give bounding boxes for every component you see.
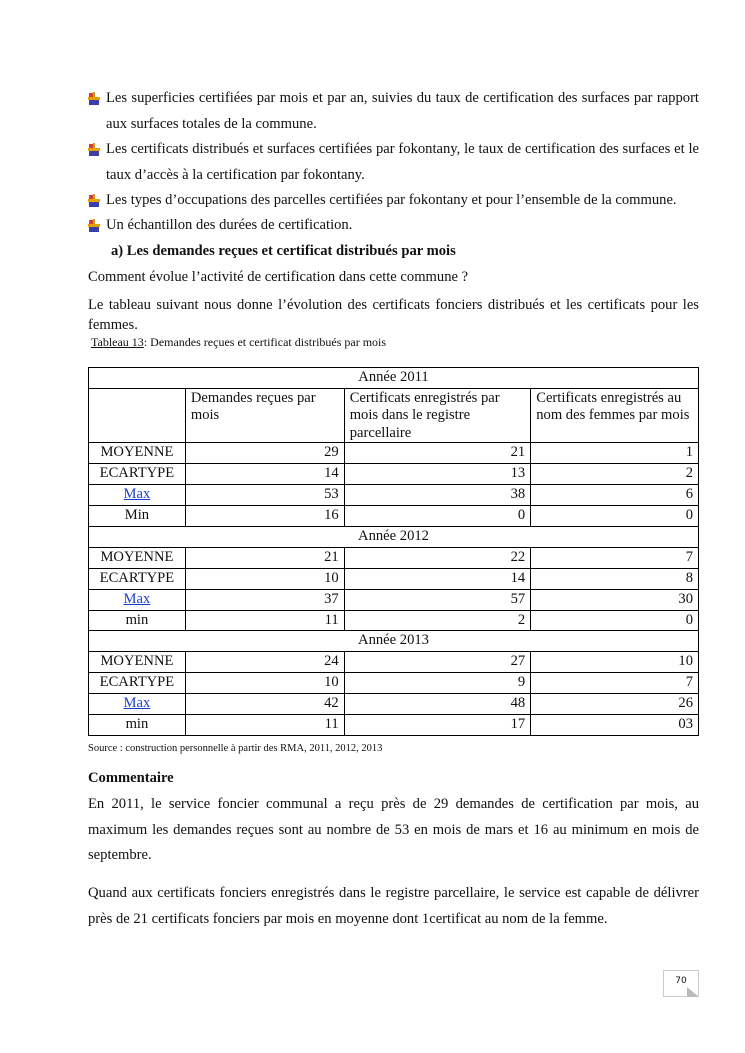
row-label bbox=[89, 589, 186, 610]
value-cell: 10 bbox=[185, 673, 344, 694]
max-link[interactable]: Max bbox=[123, 590, 151, 607]
value-cell: 10 bbox=[531, 652, 699, 673]
page-curl-icon bbox=[687, 987, 699, 997]
value-cell: 24 bbox=[185, 652, 344, 673]
max-link[interactable]: Max bbox=[123, 486, 151, 503]
table-row bbox=[89, 673, 699, 694]
value-cell: 26 bbox=[531, 694, 699, 715]
value-cell: 29 bbox=[185, 443, 344, 464]
table-row bbox=[89, 485, 699, 506]
column-header: Certificats enregistrés par mois dans le registre parcellaire bbox=[344, 388, 531, 443]
bullet-item: Les types d’occupations des parcelles certifiées par fokontany et pour l’ensemble de la commune. bbox=[88, 188, 699, 214]
table-row bbox=[89, 652, 699, 673]
value-cell: 48 bbox=[344, 694, 531, 715]
value-cell: 10 bbox=[185, 568, 344, 589]
value-cell: 03 bbox=[531, 714, 699, 735]
section-heading: a) Les demandes reçues et certificat distribués par mois bbox=[111, 243, 456, 259]
intro-text: Le tableau suivant nous donne l’évolution des certificats fonciers distribués et les certificats pour les femmes. bbox=[88, 297, 699, 333]
value-cell: 6 bbox=[531, 485, 699, 506]
table-row bbox=[89, 568, 699, 589]
header-row bbox=[89, 388, 699, 443]
row-label: Min bbox=[89, 506, 186, 527]
year-row bbox=[89, 368, 699, 389]
paragraph: Quand aux certificats fonciers enregistrés dans le registre parcellaire, le service est capable de délivrer près de 21 certificats fonciers par mois en moyenne dont 1certificat au nom de la femme. bbox=[88, 885, 699, 927]
value-cell: 7 bbox=[531, 547, 699, 568]
data-table bbox=[88, 367, 699, 736]
table-row bbox=[89, 443, 699, 464]
comment-title: Commentaire bbox=[88, 770, 174, 786]
table-row bbox=[89, 547, 699, 568]
bullet-item: Un échantillon des durées de certification. bbox=[88, 213, 699, 239]
value-cell: 22 bbox=[344, 547, 531, 568]
row-label: ECARTYPE bbox=[89, 673, 186, 694]
bullet-icon bbox=[88, 194, 101, 207]
table-row bbox=[89, 506, 699, 527]
bullet-icon bbox=[88, 219, 101, 232]
row-label bbox=[89, 694, 186, 715]
column-header: Certificats enregistrés au nom des femmes par mois bbox=[531, 388, 699, 443]
value-cell: 21 bbox=[344, 443, 531, 464]
row-label bbox=[89, 485, 186, 506]
max-link[interactable]: Max bbox=[123, 695, 151, 712]
value-cell: 0 bbox=[344, 506, 531, 527]
value-cell: 13 bbox=[344, 464, 531, 485]
value-cell: 14 bbox=[185, 464, 344, 485]
row-label: ECARTYPE bbox=[89, 464, 186, 485]
row-label: ECARTYPE bbox=[89, 568, 186, 589]
bullet-item: Les certificats distribués et surfaces certifiées par fokontany, le taux de certification des surfaces et le taux d’accès à la certification par fokontany. bbox=[88, 137, 699, 188]
value-cell: 8 bbox=[531, 568, 699, 589]
value-cell: 0 bbox=[531, 610, 699, 631]
year-title: Année 2013 bbox=[89, 631, 699, 652]
bullet-item: Les superficies certifiées par mois et par an, suivies du taux de certification des surfaces par rapport aux surfaces totales de la commune. bbox=[88, 86, 699, 137]
value-cell: 9 bbox=[344, 673, 531, 694]
year-title: Année 2011 bbox=[89, 368, 699, 389]
table-row bbox=[89, 589, 699, 610]
page-number: 70 bbox=[663, 970, 699, 997]
value-cell: 17 bbox=[344, 714, 531, 735]
value-cell: 1 bbox=[531, 443, 699, 464]
bullet-icon bbox=[88, 92, 101, 105]
value-cell: 2 bbox=[344, 610, 531, 631]
row-label: min bbox=[89, 714, 186, 735]
value-cell: 0 bbox=[531, 506, 699, 527]
column-header: Demandes reçues par mois bbox=[185, 388, 344, 443]
value-cell: 7 bbox=[531, 673, 699, 694]
table-row bbox=[89, 714, 699, 735]
value-cell: 53 bbox=[185, 485, 344, 506]
bullet-icon bbox=[88, 143, 101, 156]
value-cell: 30 bbox=[531, 589, 699, 610]
value-cell: 14 bbox=[344, 568, 531, 589]
row-label: MOYENNE bbox=[89, 547, 186, 568]
value-cell: 2 bbox=[531, 464, 699, 485]
table-source: Source : construction personnelle à partir des RMA, 2011, 2012, 2013 bbox=[88, 743, 383, 754]
year-title: Année 2012 bbox=[89, 526, 699, 547]
question-text: Comment évolue l’activité de certification dans cette commune ? bbox=[88, 269, 469, 285]
row-label: MOYENNE bbox=[89, 443, 186, 464]
year-row bbox=[89, 526, 699, 547]
table-caption: Tableau 13: Demandes reçues et certificat distribués par mois bbox=[91, 335, 387, 349]
table-row bbox=[89, 610, 699, 631]
value-cell: 27 bbox=[344, 652, 531, 673]
value-cell: 11 bbox=[185, 610, 344, 631]
row-label: MOYENNE bbox=[89, 652, 186, 673]
value-cell: 37 bbox=[185, 589, 344, 610]
paragraph: En 2011, le service foncier communal a reçu près de 29 demandes de certification par mois, au maximum les demandes reçues sont au nombre de 53 en mois de mars et 16 au minimum en mois de septembre. bbox=[88, 796, 699, 863]
value-cell: 38 bbox=[344, 485, 531, 506]
value-cell: 16 bbox=[185, 506, 344, 527]
value-cell: 57 bbox=[344, 589, 531, 610]
value-cell: 11 bbox=[185, 714, 344, 735]
value-cell: 42 bbox=[185, 694, 344, 715]
year-row bbox=[89, 631, 699, 652]
table-row bbox=[89, 464, 699, 485]
empty-header-cell bbox=[89, 388, 186, 443]
table-row bbox=[89, 694, 699, 715]
value-cell: 21 bbox=[185, 547, 344, 568]
row-label: min bbox=[89, 610, 186, 631]
